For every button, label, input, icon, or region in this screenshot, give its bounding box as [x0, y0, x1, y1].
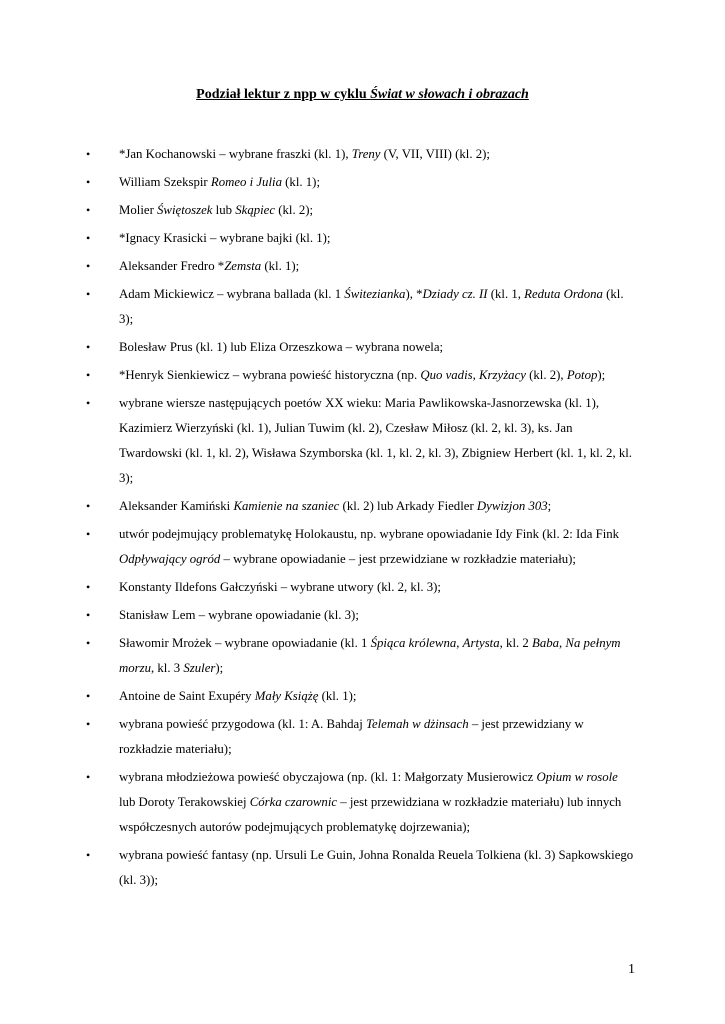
- list-item-text: [119, 282, 634, 332]
- work-title: Skąpiec: [235, 203, 276, 217]
- work-title: Śpiąca królewna: [370, 636, 457, 650]
- bullet-icon: •: [86, 203, 91, 217]
- list-item-text: [119, 712, 634, 762]
- text-run: Stanisław Lem – wybrane opowiadanie (kl. 3);: [119, 608, 359, 622]
- bullet-icon: •: [86, 527, 91, 541]
- list-item-text: [119, 684, 634, 709]
- work-title: Artysta: [462, 636, 500, 650]
- text-run: );: [597, 368, 606, 382]
- work-title: , Reduta Ordona: [517, 287, 603, 301]
- text-run: (kl. 1);: [318, 689, 357, 703]
- list-item-text: [119, 335, 634, 360]
- title-text: Podział lektur z npp w cyklu: [196, 87, 371, 102]
- bullet-icon: •: [86, 368, 91, 382]
- work-title: Odpływający ogród: [119, 552, 221, 566]
- work-title: Potop: [566, 368, 598, 382]
- text-run: ,: [472, 368, 480, 382]
- text-run: *Jan Kochanowski – wybrane fraszki (kl. 1),: [119, 147, 352, 161]
- bullet-icon: •: [86, 580, 91, 594]
- title-italic-text: Świat w słowach i obrazach: [370, 87, 529, 102]
- list-item-text: [119, 391, 634, 491]
- list-item: [0, 603, 725, 628]
- text-run: (kl. 3);: [119, 287, 624, 326]
- text-run: (V, VII, VIII) (kl. 2);: [380, 147, 490, 161]
- work-title: Baba: [532, 636, 560, 650]
- text-run: wybrana powieść fantasy (np. Ursuli Le Guin, Johna Ronalda Reuela Tolkiena (kl. 3) Sapkowskiego (kl. 3));: [119, 848, 634, 887]
- text-run: utwór podejmujący problematykę Holokaustu, np. wybrane opowiadanie Idy Fink (kl. 2: Ida Fink: [119, 527, 620, 541]
- text-run: (kl. 1: [487, 287, 518, 301]
- list-item: [0, 254, 725, 279]
- work-title: Świętoszek: [157, 203, 213, 217]
- text-run: Molier: [119, 203, 158, 217]
- list-item: [0, 363, 725, 388]
- text-run: , kl. 2: [499, 636, 532, 650]
- reading-list: [0, 142, 725, 893]
- work-title: Quo vadis: [420, 368, 473, 382]
- list-item-text: [119, 494, 634, 519]
- text-run: (kl. 1);: [261, 259, 300, 273]
- bullet-icon: •: [86, 608, 91, 622]
- bullet-icon: •: [86, 636, 91, 650]
- list-item: [0, 631, 725, 681]
- text-run: (kl. 2),: [525, 368, 567, 382]
- list-item: [0, 522, 725, 572]
- bullet-icon: •: [86, 175, 91, 189]
- work-title: Telemah w dżinsach: [366, 717, 469, 731]
- list-item-text: [119, 603, 634, 628]
- list-item: [0, 198, 725, 223]
- work-title: Romeo i Julia: [210, 175, 282, 189]
- work-title: Treny: [351, 147, 381, 161]
- list-item-text: [119, 254, 634, 279]
- text-run: Antoine de Saint Exupéry: [119, 689, 255, 703]
- list-item-text: [119, 363, 634, 388]
- text-run: );: [215, 661, 224, 675]
- list-item-text: [119, 765, 634, 840]
- bullet-icon: •: [86, 147, 91, 161]
- list-item-text: [119, 575, 634, 600]
- list-item-text: [119, 843, 634, 893]
- list-item-text: [119, 631, 634, 681]
- text-run: ,: [456, 636, 463, 650]
- bullet-icon: •: [86, 717, 91, 731]
- text-run: – wybrane opowiadanie – jest przewidziane w rozkładzie materiału);: [220, 552, 576, 566]
- list-item: [0, 170, 725, 195]
- text-run: (kl. 2) lub Arkady Fiedler: [339, 499, 477, 513]
- work-title: Na pełnym morzu: [119, 636, 621, 675]
- work-title: Krzyżacy: [479, 368, 526, 382]
- text-run: , kl. 3: [151, 661, 184, 675]
- text-run: Sławomir Mrożek – wybrane opowiadanie (kl. 1: [119, 636, 371, 650]
- page-title: [0, 87, 725, 103]
- work-title: Mały Książę: [254, 689, 319, 703]
- text-run: wybrane wiersze następujących poetów XX wieku: Maria Pawlikowska-Jasnorzewska (kl. 1), Kazimierz Wierzyński (kl. 1), Julian Tuwim (kl. 2), Czesław Miłosz (kl. 2, kl. 3), ks. Jan Twardowski (kl. 1, kl. 2), Wisława Szymborska (kl. 1, kl. 2, kl. 3), Zbigniew Herbert (kl. 1, kl. 2, kl. 3);: [119, 396, 632, 485]
- bullet-icon: •: [86, 259, 91, 273]
- list-item: [0, 843, 725, 893]
- text-run: wybrana młodzieżowa powieść obyczajowa (np. (kl. 1: Małgorzaty Musierowicz: [119, 770, 537, 784]
- text-run: – jest przewidziany w rozkładzie materiału);: [119, 717, 584, 756]
- work-title: Dziady cz. II: [422, 287, 488, 301]
- bullet-icon: •: [86, 499, 91, 513]
- work-title: Opium w rosole: [536, 770, 618, 784]
- list-item: [0, 282, 725, 332]
- list-item: [0, 765, 725, 840]
- list-item-text: [119, 522, 634, 572]
- list-item-text: [119, 142, 634, 167]
- list-item: [0, 575, 725, 600]
- text-run: lub Doroty Terakowskiej: [119, 795, 250, 809]
- list-item: [0, 335, 725, 360]
- work-title: Zemsta: [224, 259, 262, 273]
- list-item: [0, 226, 725, 251]
- work-title: Córka czarownic: [249, 795, 338, 809]
- text-run: William Szekspir: [119, 175, 211, 189]
- work-title: Kamienie na szaniec: [233, 499, 340, 513]
- text-run: lub: [212, 203, 236, 217]
- bullet-icon: •: [86, 396, 91, 410]
- list-item-text: [119, 170, 634, 195]
- text-run: (kl. 2);: [275, 203, 314, 217]
- list-item-text: [119, 226, 634, 251]
- work-title: Dywizjon 303: [476, 499, 548, 513]
- list-item: [0, 684, 725, 709]
- text-run: Adam Mickiewicz – wybrana ballada (kl. 1: [119, 287, 345, 301]
- list-item: [0, 142, 725, 167]
- text-run: *Ignacy Krasicki – wybrane bajki (kl. 1);: [119, 231, 331, 245]
- list-item: [0, 494, 725, 519]
- work-title: Świtezianka: [344, 287, 406, 301]
- bullet-icon: •: [86, 231, 91, 245]
- text-run: Aleksander Kamiński: [119, 499, 234, 513]
- text-run: ;: [547, 499, 552, 513]
- text-run: (kl. 1);: [281, 175, 320, 189]
- bullet-icon: •: [86, 340, 91, 354]
- list-item: [0, 712, 725, 762]
- text-run: – jest przewidziana w rozkładzie materiału) lub innych współczesnych autorów podejmujących problematykę dojrzewania);: [119, 795, 622, 834]
- text-run: Aleksander Fredro *: [119, 259, 225, 273]
- text-run: wybrana powieść przygodowa (kl. 1: A. Bahdaj: [119, 717, 366, 731]
- text-run: Bolesław Prus (kl. 1) lub Eliza Orzeszkowa – wybrana nowela;: [119, 340, 444, 354]
- text-run: Konstanty Ildefons Gałczyński – wybrane utwory (kl. 2, kl. 3);: [119, 580, 441, 594]
- bullet-icon: •: [86, 287, 91, 301]
- page-number: 1: [628, 962, 635, 977]
- text-run: *Henryk Sienkiewicz – wybrana powieść historyczna (np.: [119, 368, 421, 382]
- work-title: Szuler: [183, 661, 216, 675]
- text-run: ,: [559, 636, 566, 650]
- list-item: [0, 391, 725, 491]
- list-item-text: [119, 198, 634, 223]
- bullet-icon: •: [86, 770, 91, 784]
- bullet-icon: •: [86, 848, 91, 862]
- bullet-icon: •: [86, 689, 91, 703]
- text-run: ), *: [405, 287, 423, 301]
